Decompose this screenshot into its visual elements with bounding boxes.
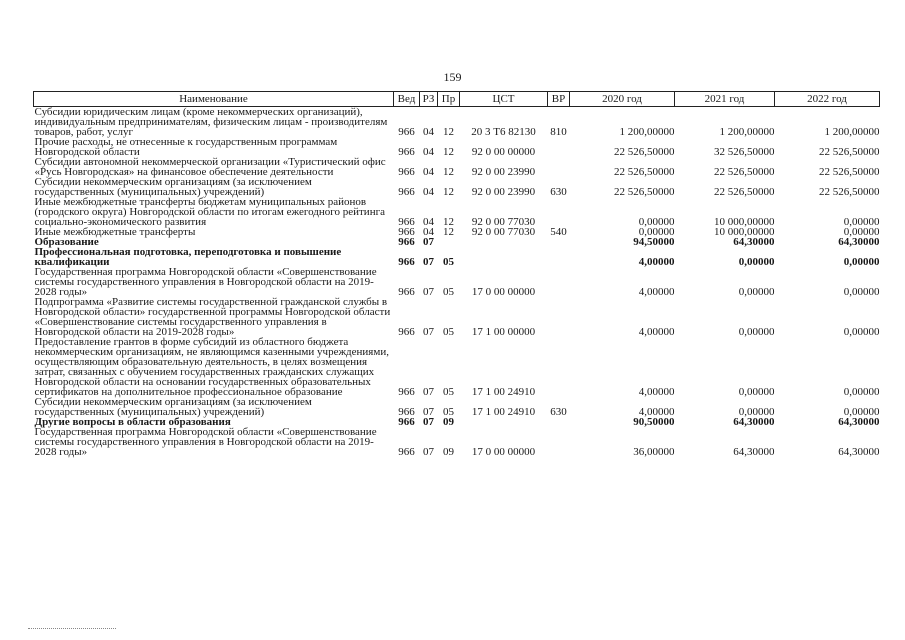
row-2022-cell: 64,30000 [838,236,880,248]
row-2022-cell: 22 526,50000 [819,166,880,178]
row-2020-cell: 4,00000 [638,326,675,338]
row-2020-cell: 1 200,00000 [619,126,675,138]
row-name-cell: Государственная программа Новгородской области «Совершенствование системы государственного управления в Новгородской области на 2019-2028 годы» [34,426,377,458]
table-row [34,247,880,267]
row-2022-cell: 0,00000 [843,226,880,238]
row-name-cell: Другие вопросы в области образования [34,416,231,428]
row-pr-cell: 09 [443,446,454,458]
row-vr-cell: 810 [550,126,567,138]
row-2022-cell: 0,00000 [843,326,880,338]
row-2021-cell: 10 000,00000 [714,216,775,228]
row-ved-cell: 966 [398,406,415,418]
row-2022-cell: 0,00000 [843,256,880,268]
row-rz-cell: 07 [423,406,434,418]
row-ved-cell: 966 [398,226,415,238]
row-name-cell: Прочие расходы, не отнесенные к государственным программам Новгородской области [34,136,338,158]
row-2021-cell: 64,30000 [733,416,775,428]
header-2022: 2022 год [775,92,880,107]
row-rz-cell: 04 [423,126,434,138]
row-ved-cell: 966 [398,416,415,428]
row-pr-cell: 05 [443,256,454,268]
row-2022-cell: 22 526,50000 [819,146,880,158]
row-rz-cell: 07 [423,326,434,338]
row-cst-cell: 92 0 00 00000 [471,146,536,158]
row-name-cell: Предоставление грантов в форме субсидий из областного бюджета некоммерческим организациям, не являющимся казенными учреждениями, осуществляющим образовательную деятельность, в целях возмещения затрат, связанных с обучением государственных гражданских служащих Новгородской области на основании государственных образовательных сертификатов на дополнительное профессиональное образование [34,336,389,398]
row-pr-cell: 05 [443,326,454,338]
row-2021-cell: 22 526,50000 [714,186,775,198]
row-rz-cell: 04 [423,146,434,158]
table-row [34,197,880,227]
row-name-cell: Субсидии автономной некоммерческой организации «Туристический офис «Русь Новгородская» на финансовое обеспечение деятельности [34,156,386,178]
row-vr-cell: 540 [550,226,567,238]
row-vr-cell [548,197,570,227]
row-cst-cell: 17 0 00 00000 [471,286,536,298]
row-cst-cell [460,247,548,267]
table-row [34,137,880,157]
row-ved-cell: 966 [398,146,415,158]
row-ved-cell: 966 [398,186,415,198]
row-pr-cell: 12 [443,126,454,138]
row-cst-cell: 17 1 00 00000 [471,326,536,338]
row-rz-cell: 07 [423,236,434,248]
row-rz-cell: 07 [423,446,434,458]
header-2020: 2020 год [570,92,675,107]
row-vr-cell [548,427,570,457]
row-pr-cell: 12 [443,146,454,158]
row-cst-cell: 17 0 00 00000 [471,446,536,458]
row-2021-cell: 0,00000 [738,286,775,298]
row-2020-cell: 0,00000 [638,226,675,238]
row-rz-cell: 04 [423,166,434,178]
row-2020-cell: 22 526,50000 [614,186,675,198]
row-pr-cell: 05 [443,386,454,398]
row-2022-cell: 1 200,00000 [824,126,880,138]
row-ved-cell: 966 [398,236,415,248]
table-row [34,177,880,197]
table-row [34,337,880,397]
row-rz-cell: 07 [423,416,434,428]
budget-table [33,91,880,457]
row-vr-cell [548,267,570,297]
row-cst-cell [460,237,548,247]
row-2020-cell: 0,00000 [638,216,675,228]
row-name-cell: Подпрограмма «Развитие системы государственной гражданской службы в Новгородской области» государственной программы Новгородской области «Совершенствование системы государственного управления в Новгородской области на 2019-2028 годы» [34,296,391,338]
row-2021-cell: 10 000,00000 [714,226,775,238]
header-2021: 2021 год [675,92,775,107]
row-2022-cell: 22 526,50000 [819,186,880,198]
table-row [34,427,880,457]
row-2020-cell: 22 526,50000 [614,166,675,178]
row-2020-cell: 4,00000 [638,256,675,268]
table-row [34,397,880,417]
row-2020-cell: 36,00000 [633,446,675,458]
row-2021-cell: 32 526,50000 [714,146,775,158]
row-rz-cell: 07 [423,256,434,268]
row-ved-cell: 966 [398,256,415,268]
row-ved-cell: 966 [398,286,415,298]
row-cst-cell: 92 0 00 23990 [471,166,536,178]
header-rz: РЗ [420,92,438,107]
header-ved: Вед [394,92,420,107]
table-row [34,297,880,337]
row-2021-cell: 1 200,00000 [719,126,775,138]
header-cst: ЦСТ [460,92,548,107]
row-ved-cell: 966 [398,126,415,138]
row-2022-cell: 64,30000 [838,446,880,458]
row-vr-cell [548,137,570,157]
row-ved-cell: 966 [398,386,415,398]
row-ved-cell: 966 [398,446,415,458]
row-name-cell: Образование [34,236,99,248]
row-rz-cell: 07 [423,386,434,398]
row-ved-cell: 966 [398,326,415,338]
row-2022-cell: 64,30000 [838,416,880,428]
row-2022-cell: 0,00000 [843,286,880,298]
row-cst-cell: 92 0 00 77030 [471,216,536,228]
row-name-cell: Субсидии некоммерческим организациям (за исключением государственных (муниципальных) учреждений) [34,176,312,198]
footer-divider [28,628,116,629]
row-pr-cell: 12 [443,226,454,238]
table-header-row [34,92,880,107]
row-2021-cell: 0,00000 [738,256,775,268]
row-cst-cell: 20 3 Т6 82130 [471,126,536,138]
row-2021-cell: 0,00000 [738,406,775,418]
row-pr-cell: 12 [443,216,454,228]
table-row [34,107,880,138]
row-cst-cell [460,417,548,427]
row-name-cell: Государственная программа Новгородской области «Совершенствование системы государственного управления в Новгородской области на 2019-2028 годы» [34,266,377,298]
row-pr-cell: 09 [443,416,454,428]
row-rz-cell: 04 [423,226,434,238]
row-cst-cell: 17 1 00 24910 [471,386,536,398]
row-ved-cell: 966 [398,216,415,228]
row-2021-cell: 64,30000 [733,236,775,248]
row-2020-cell: 90,50000 [633,416,675,428]
header-pr: Пр [438,92,460,107]
row-2020-cell: 4,00000 [638,286,675,298]
row-pr-cell: 05 [443,406,454,418]
row-2020-cell: 4,00000 [638,406,675,418]
row-name-cell: Субсидии юридическим лицам (кроме некоммерческих организаций), индивидуальным предпринимателям, физическим лицам - производителям товаров, работ, услуг [34,106,388,138]
row-2022-cell: 0,00000 [843,386,880,398]
row-vr-cell [548,157,570,177]
row-vr-cell [548,417,570,427]
row-rz-cell: 04 [423,186,434,198]
row-name-cell: Иные межбюджетные трансферты [34,226,196,238]
row-name-cell: Субсидии некоммерческим организациям (за исключением государственных (муниципальных) учреждений) [34,396,312,418]
row-2022-cell: 0,00000 [843,406,880,418]
row-cst-cell: 92 0 00 77030 [471,226,536,238]
header-vr: ВР [548,92,570,107]
row-2021-cell: 22 526,50000 [714,166,775,178]
row-ved-cell: 966 [398,166,415,178]
row-vr-cell: 630 [550,406,567,418]
row-vr-cell [548,237,570,247]
row-vr-cell [548,337,570,397]
row-2022-cell: 0,00000 [843,216,880,228]
row-name-cell: Профессиональная подготовка, переподготовка и повышение квалификации [34,246,342,268]
row-cst-cell: 92 0 00 23990 [471,186,536,198]
row-name-cell: Иные межбюджетные трансферты бюджетам муниципальных районов (городского округа) Новгородской области по итогам ежегодного рейтинга социально-экономического развития [34,196,385,228]
row-vr-cell [548,247,570,267]
header-name: Наименование [34,92,394,107]
row-pr-cell: 12 [443,166,454,178]
row-rz-cell: 04 [423,216,434,228]
row-2020-cell: 22 526,50000 [614,146,675,158]
row-pr-cell: 05 [443,286,454,298]
row-2021-cell: 0,00000 [738,326,775,338]
row-vr-cell: 630 [550,186,567,198]
row-cst-cell: 17 1 00 24910 [471,406,536,418]
row-vr-cell [548,297,570,337]
row-2020-cell: 4,00000 [638,386,675,398]
row-pr-cell: 12 [443,186,454,198]
row-rz-cell: 07 [423,286,434,298]
row-pr-cell [438,237,460,247]
row-2020-cell: 94,50000 [633,236,675,248]
table-row [34,157,880,177]
table-row [34,267,880,297]
row-2021-cell: 64,30000 [733,446,775,458]
row-2021-cell: 0,00000 [738,386,775,398]
page-number: 159 [443,70,462,84]
